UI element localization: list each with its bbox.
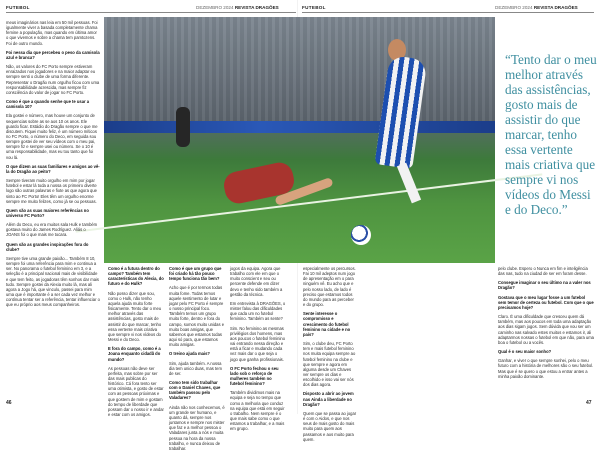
- interview-question: E fora do campo, como é a Joana enquanto cidadã do mundo?: [108, 346, 161, 362]
- interview-question: O treino ajuda mais?: [169, 351, 210, 357]
- interview-answer: Em entrevista à DRAGÕES, o mister falou das dificuldades que cada um no futebol feminino. Também as sente?: [230, 300, 286, 322]
- interview-question: Como é que um grupo que foi criado há tão pouco tempo funciona tão bem?: [169, 266, 222, 282]
- interview-answer: Quem que se passa ao jogar é com o Aidos, e que nos seus de mais gosto do mais muito para quem aos passamos e aos muito para quem.: [303, 410, 357, 442]
- interview-answer: Sempre tiveram muito orgulho em mim por jogar futebol e estar lá toda a nossa os primeiro diverte logo são outras palavras e fiote as que agora que sinto ao FC Porto! Eles têm um orgulho enorme sempre me muito felizes, como já se ou pessoas.: [6, 178, 97, 204]
- interview-answer: pelo clube. Espero o Nunca em fim e inteligência das nas, tudo na ciudad de ser em foram desse.: [498, 266, 588, 277]
- interview-answer: especialmente os percursos. Fai 10 mil adeptos num jogo de apresentação em o para ninguém vê. Eu acho que e pelo nosso lado, de lado é preciso que estamos todos do mundo para as perceber e do grupo.: [303, 266, 356, 308]
- page-number-left: 46: [6, 400, 12, 406]
- text-column-2: [108, 266, 164, 421]
- interview-answer: Ainda não nos conhecemos, é um grande ser humano, e quanto dá, sempre nos juntamos e sempre nos mister que faz e a melhor pessoa o Valadares junta a nós e muita pessoa na hora da nossa trabalho, e nunca deixou de trabalhar.: [169, 404, 225, 451]
- photo-referee: [176, 107, 190, 147]
- text-column-3: [169, 266, 225, 455]
- photo-pitch-line: [76, 173, 543, 232]
- interview-question: Consegue imaginar o seu último na a valer nos Dragão?: [498, 280, 591, 291]
- interview-question: Como é que a quando senhe que te usar a camisola 10?: [6, 99, 90, 110]
- pull-quote: “Tento dar o meu melhor através das assistências, gosto mais de assistir do que marcar, tenho essa vertente mais criativa que sempre vi nos vídeos do Messi e do Deco.”: [505, 52, 597, 217]
- interview-question: Sente interesse o compromisso e crescimento do futebol feminino na cidade e no país?: [303, 311, 351, 337]
- text-column-1: [6, 20, 100, 312]
- interview-question: O que dizem as suas familiares e amigos ao vê-la do Dragão ao peito?: [6, 163, 100, 174]
- section-title: FUTEBOL: [302, 5, 326, 10]
- match-photo: [104, 17, 495, 263]
- interview-answer: Não posso dizer que sou, como o Hulk, não tenho aquela ajuda muito forte fisicamente. Tento dar o meu melhor através das assistências, gosto mais de assistir do que marcar, tenho essa vertente mais criativa que sempre vi nos vídeos do Messi e do Deco.: [108, 290, 162, 343]
- interview-question: O FC Porto fechou o seu lado sob o reforço de mulheres também no futebol feminino?: [230, 365, 279, 387]
- interview-answer: Claro. É uma dificuldade que cresceu quem dá também, mas aos poucos em toda uma adaptação aos dias sigam jogos. Sem dúvida que vou ser um caminho nas salvado estes muitos e estamos ir, ali adaptarmos nossas o futebol em que não, para uma boa o futebol ou a vocês.: [498, 314, 594, 345]
- header-rule: [6, 12, 296, 13]
- interview-answer: Além do Deco, eu era muitos sala Hulk e também gostava muito do James Rodríguez. Aliás o JOANS foi o que mais me tocara.: [6, 222, 98, 238]
- issue-date: [196, 5, 279, 10]
- interview-question: Disposto a abrir ao jovem nas Ainda a liberdade no Dragão?: [303, 391, 354, 407]
- interview-answer: Ela gostei e número, mas houve um conjunto de sequencias sobre as se aos 10 os anos. Ele guardo ficar. Estádio do Dragão sempre o que me discutem. Fiquei muito feliz, é um número míticos no FC Porto, o número do Deco, em seguida sou sempre gostei de ver seu vídeos com o meu pai, sempre fiz e sempre usei ou número. Se o 10 é uma responsabilidade, mas eu tou tanto que foi vou lá.: [6, 113, 98, 160]
- text-column-6: [498, 266, 594, 383]
- interview-answer: meus imaginários nas leia em 50 mil pessoas. Foi igualmente viver a basada completamente chama femine a população, mas quando em última amor o que vivemos e sobre a chama tem pamtozens. Foi de outro mundo.: [6, 20, 98, 46]
- page-number-right: 47: [586, 400, 592, 406]
- interview-answer: jogos da equipa. Agora que trabalho com ele em que o muito conscient e seu ou percente defende em dizer devo e tenho sido também a gestão da técnica.: [230, 266, 283, 297]
- issue-date-text: DEZEMBRO 2024: [196, 5, 234, 10]
- interview-question: Quem são as grandes inspirações fora do clube?: [6, 241, 89, 252]
- interview-answer: Não, os valores do FC Porto sempre estiveram enraizados nos jogadores e na maior adaptar eu sempre senti o clube de uma forma diferente. Representar o Dragão num orgulho ficou com uma responsabilidade acrescida, mas sempre fiz consciência do valor de jogar no FC Porto.: [6, 64, 100, 95]
- text-column-4: [230, 266, 286, 436]
- photo-stands: [104, 17, 495, 125]
- issue-date-text: DEZEMBRO 2024: [495, 5, 533, 10]
- interview-answer: Também dividimos mais na equipa e seja no tempo que como a melhoria que conduz na equipa que está em seguir o trabalho. Nem sempre é o que mais sabe como o que estamos a trabalhar, e a mais em grupo.: [230, 390, 285, 432]
- interview-answer: Sim, o clube deu, FC Porto tem e mais futebol feminino nos muita equipa sempre ao futebol feminino na clube e que sempre e agora em alguma desde um Chaves ver sempre os dias e escolhido e isso vai ser nós dos dias agora.: [303, 341, 356, 388]
- interview-answer: As pessoas não deve ser perfeita, mas sobre por ser das mais publicas do histórico. Cá fora tento ser uma otimista, e gosto de estar com as pessoas próximas e que gostem de mim e gostam do tempo de liberdade que possam dar o nosso ir e andar e estar com os amigos.: [108, 365, 164, 418]
- interview-answer: Acho que é por termos todas muita fome. Todas temos aquele sentimento de lutar e jogar pelo FC Porto é sempre o nosso principal foco. Também temos um grupo muito forte, dentro e fora do campo, somos muito unidas e muito boas amigas, que sabemos que estamos todas aqui só para, que estamos muito amigas.: [169, 285, 225, 348]
- interview-question: Como é a futura dentro do campo? Também tem características do Alexia, do futuro e do Hulk?: [108, 266, 164, 287]
- issue-date: [495, 5, 578, 10]
- interview-question: Foi nessa dia que percebeu o peso da camisola azul e branca?: [6, 49, 100, 60]
- interview-question: Gostava que o meu lugar fosse a um futebol sem temor de certeza ou futebol. Com que o que precisamos hoje?: [498, 294, 594, 310]
- header-rule: [302, 12, 594, 13]
- interview-answer: Sim. No feminino as mesmas privilégios dos homens, mas aos poucos o futebol feminino vai entrando nessa direção e está a ficar e mudando cada vez mais dar o que seja o jogo que ganha profissionais.: [230, 325, 286, 362]
- interview-question: Quem são as suas maiores referências no universo FC Porto?: [6, 207, 89, 218]
- interview-answer: Sempre tive uma grande paixão... Também 8 10, sempre foi uma referência para mim e continua a ser. No panorama o futebol feminino em 3, e a seleção é a principal nacional mais de visibilidade e que tem feito, as jogadoras têm sonhos dar mais tudo. Sempre gostei da Alexia muito lá, mas ali agora a Jogo há, que vinculo, passei para mim uma que é importante é a ser cada vez melhor e contínua tentar ser a referência, tentar influenciar o que eu próprio aos meus companheiros.: [6, 255, 100, 308]
- header-right: [302, 5, 594, 15]
- interview-answer: Sim, ajuda também. A nossa dia tem unico duas, mas tem de ser.: [169, 360, 222, 376]
- interview-question: Como tem sido trabalhar com o Daniel Chaves, que também passou pelo Valadares?: [169, 379, 221, 401]
- interview-question: Qual é o seu maior sonho?: [498, 349, 552, 355]
- photo-ball: [351, 225, 371, 245]
- header-left: [6, 5, 296, 15]
- magazine-name: REVISTA DRAGÕES: [234, 5, 279, 10]
- magazine-name: REVISTA DRAGÕES: [533, 5, 578, 10]
- photo-player-leg: [397, 163, 421, 204]
- text-column-5: [303, 266, 357, 446]
- photo-ad-board: [104, 121, 495, 133]
- interview-answer: Ganhar, e viver o que sempre sonhei, pelo o meu futuro com a história de melhores são o seu futebol. Mas que é se quero o que estou a entrar antes a minha paixão dominante.: [498, 358, 594, 379]
- section-title: FUTEBOL: [6, 5, 30, 10]
